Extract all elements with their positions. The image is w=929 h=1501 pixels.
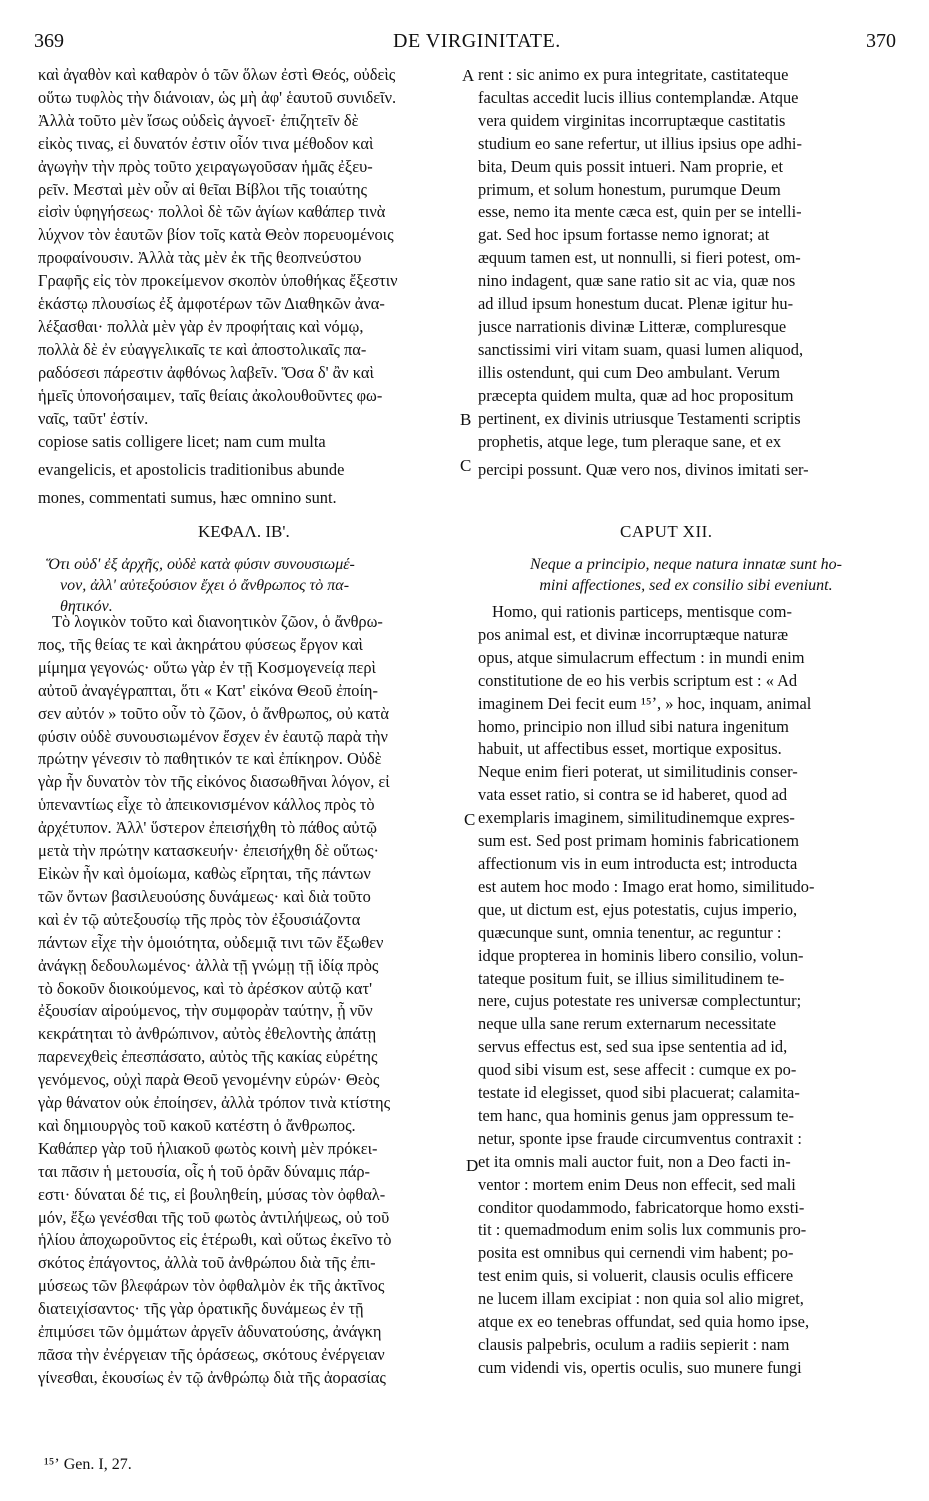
latin-top-line: studium eo sane refertur, ut illius ipsius ope adhi- bbox=[478, 133, 802, 153]
greek-body-line: ἀρχέτυπον. Ἀλλ' ὕστερον ἐπεισήχθη τὸ πάθος αὐτῷ bbox=[38, 818, 377, 838]
greek-body-line: γενόμενος, οὐχὶ παρὰ Θεοῦ γενομένην εὑρών· Θεὸς bbox=[38, 1070, 380, 1090]
latin-body-line: neque ulla sane rerum externarum necessitate bbox=[478, 1014, 777, 1034]
latin-body-line: tem hanc, qua hominis genus jam oppressum te- bbox=[478, 1105, 794, 1125]
latin-body-line: tit : quemadmodum enim solis lux communis pro- bbox=[478, 1220, 807, 1240]
latin-body-line: exemplaris imaginem, similitudinemque expres- bbox=[478, 808, 795, 828]
latin-body-line: constitutione de eo his verbis scriptum est : « Ad bbox=[478, 670, 798, 690]
page-header bbox=[28, 30, 896, 60]
greek-body-line: Τὸ λογικὸν τοῦτο καὶ διανοητικὸν ζῶον, ὁ ἄνθρω- bbox=[52, 612, 383, 631]
latin-body-line: ventor : mortem enim Deus non effecit, sed mali bbox=[478, 1174, 796, 1194]
greek-top-line: προφαίνουσιν. Ἀλλὰ τὰς μὲν ἐκ τῆς θεοπνεύστου bbox=[38, 248, 362, 268]
greek-top-line: Γραφῆς εἰς τὸν προκείμενον σκοπὸν ὑποθήκας ἔξεστιν bbox=[38, 271, 398, 291]
greek-body-line: Καθάπερ γὰρ τοῦ ἡλιακοῦ φωτὸς κοινὴ μὲν πρόκει- bbox=[38, 1138, 378, 1158]
footnote: ¹⁵ʼ Gen. I, 27. bbox=[44, 1456, 132, 1473]
running-title: DE VIRGINITATE. bbox=[393, 30, 561, 52]
latin-body-line: imaginem Dei fecit eum ¹⁵ʼ, » hoc, inquam, animal bbox=[478, 693, 812, 713]
merged-text-lines bbox=[38, 431, 891, 510]
latin-top-line: gat. Sed hoc ipsum fortasse nemo ignorat; at bbox=[478, 225, 770, 245]
greek-body-line: μύσεως τῶν βλεφάρων τὸν ὀφθαλμὸν ἐκ τῆς ἀκτῖνος bbox=[38, 1276, 385, 1296]
latin-chapter-title bbox=[482, 554, 890, 596]
margin-letter-c-low: C bbox=[464, 810, 476, 829]
greek-body-line: πάντων εἶχε τὴν ὁμοιότητα, οὐδεμιᾷ τινι τῶν ἔξωθεν bbox=[38, 932, 384, 952]
greek-body-line: παρενεχθεὶς ἐπεσπάσατο, αὐτὸς τῆς κακίας εὑρέτης bbox=[38, 1047, 378, 1067]
latin-body-line: Neque enim fieri poterat, ut similitudinis conser- bbox=[478, 762, 798, 782]
greek-body-line: πρώτην γένεσιν τὸ παθητικόν τε καὶ ἐπίκηρον. Οὐδὲ bbox=[38, 749, 382, 769]
latin-top-line: sanctissimi viri vitam suam, quasi lumen aliquod, bbox=[478, 339, 804, 359]
latin-body-line: pos animal est, et divinæ incorruptæque naturæ bbox=[478, 624, 789, 644]
latin-body-line: servus effectus est, sed sua ipse sententia ad id, bbox=[478, 1037, 788, 1057]
latin-top-line: æquum tamen est, ut nonnulli, si fieri potest, om- bbox=[478, 248, 801, 268]
greek-column-top bbox=[38, 64, 462, 431]
latin-body-line: habuit, ut affectibus esset, mortique expositus. bbox=[478, 739, 782, 759]
latin-top-line: jusce narrationis divinæ Litteræ, compluresque bbox=[478, 316, 787, 336]
greek-body-line: τὸ δοκοῦν διοικούμενος, καὶ τὸ ἀρέσκον αὐτῷ κατ' bbox=[38, 978, 373, 998]
latin-body-line: testate id elegisset, quod sibi placuerat; calamita- bbox=[478, 1083, 800, 1103]
latin-body-line: sum est. Sed post primam hominis fabricationem bbox=[478, 831, 799, 851]
greek-body-line: πος, τῆς θείας τε καὶ ἀκηράτου φύσεως ἔργον καὶ bbox=[38, 634, 363, 654]
page-number-right: 370 bbox=[866, 30, 896, 52]
greek-body-line: σκότος ἐπάγοντος, ἀλλὰ τοῦ ἀνθρώπου διὰ τῆς ἐπι- bbox=[38, 1253, 376, 1273]
latin-body-line: cum videndi vis, opertis oculis, suo munere fungi bbox=[478, 1357, 802, 1377]
greek-title-line: Ὅτι οὐδ' ἐξ ἀρχῆς, οὐδὲ κατὰ φύσιν συνουσιωμέ- bbox=[46, 556, 355, 573]
greek-top-line: ναῖς, ταῦτ' ἐστίν. bbox=[38, 408, 149, 428]
latin-body-line: quæcunque sunt, omnia tenentur, ac reguntur : bbox=[478, 922, 782, 942]
greek-top-line: πολλὰ δὲ ἐν εὐαγγελικαῖς τε καὶ ἀποστολικαῖς πα- bbox=[38, 339, 367, 359]
full-line: mones, commentati sumus, hæc omnino sunt. bbox=[38, 487, 337, 507]
greek-top-line: ἑκάστῳ πλουσίως ἐξ ἀμφοτέρων τῶν Διαθηκῶν ἀνα- bbox=[38, 294, 385, 314]
latin-top-line: bita, Deum quis possit intueri. Nam proprie, et bbox=[478, 156, 783, 176]
latin-body-line: conditor quodammodo, fabricatorque homo exsti- bbox=[478, 1197, 805, 1217]
greek-top-line: καὶ ἀγαθὸν καὶ καθαρὸν ὁ τῶν ὅλων ἐστὶ Θεός, οὐδεὶς bbox=[38, 65, 396, 84]
greek-body-line: καὶ δημιουργὸς τοῦ κακοῦ κατέστη ὁ ἄνθρωπος. bbox=[38, 1115, 356, 1135]
greek-title-line: νον, ἀλλ' αὐτεξούσιον ἔχει ὁ ἄνθρωπος τὸ πα- bbox=[60, 577, 350, 594]
greek-body-line: εστι· δύναται δέ τις, εἰ βουληθείη, μύσας τὸν ὀφθαλ- bbox=[38, 1184, 386, 1204]
greek-top-line: ρεῖν. Μεσταὶ μὲν οὖν αἱ θεῖαι Βίβλοι τῆς τοιαύτης bbox=[38, 179, 368, 199]
latin-top-line: primum, et solum honestum, purumque Deum bbox=[478, 179, 781, 199]
greek-body-line: γίνεσθαι, ἑκουσίως ἐν τῷ ἀνθρώπῳ διὰ τῆς ἀορασίας bbox=[38, 1367, 386, 1387]
latin-top-line: facultas accedit lucis illius contemplandæ. Atque bbox=[478, 87, 799, 107]
greek-body-line: μετὰ τὴν πρώτην κατασκευήν· ἐπεισήχθη δὲ οὕτως· bbox=[38, 841, 380, 861]
margin-letter-d: D bbox=[466, 1156, 479, 1175]
latin-top-line: præcepta quidem multa, quæ ad hoc propositum bbox=[478, 385, 794, 405]
latin-column-body bbox=[478, 601, 891, 1380]
latin-top-line: nino indagent, quæ sane ratio sit ac via, quæ nos bbox=[478, 271, 796, 291]
full-line: prophetis, atque lege, tum pleraque sane, et ex bbox=[478, 432, 782, 451]
latin-body-line: nere, cujus potestate res universæ complectuntur; bbox=[478, 991, 802, 1011]
latin-body-line: netur, sponte ipse fraude circumventus contraxit : bbox=[478, 1128, 802, 1148]
latin-top-line: ad illud ipsum honestum ducat. Plenæ igitur hu- bbox=[478, 294, 794, 314]
latin-top-line: esse, nemo ita mente cæca est, quin per se intelli- bbox=[478, 202, 802, 222]
greek-body-line: ἡλίου ἀποχωροῦντος εἰς ἑτέρωθι, καὶ οὕτως ἐκεῖνο τὸ bbox=[38, 1230, 392, 1250]
greek-body-line: καὶ ἐν τῷ αὐτεξουσίῳ τῆς πρὸς τὸν ἐξουσιάζοντα bbox=[38, 909, 361, 929]
latin-body-line: clausis palpebris, oculum a radiis sepierit : nam bbox=[478, 1335, 790, 1354]
greek-body-line: ἐξουσίαν αἱρούμενος, τὴν συμφορὰν ταύτην, ᾗ νῦν bbox=[38, 1001, 373, 1021]
greek-body-line: ὑπεναντίως εἶχε τὸ ἀπεικονισμένον κάλλος πρὸς τὸ bbox=[38, 795, 375, 815]
latin-body-line: posita est omnibus qui cernendi vim habent; po- bbox=[478, 1243, 794, 1263]
full-line: evangelicis, et apostolicis traditionibus abunde bbox=[38, 459, 345, 479]
margin-letter-a: A bbox=[462, 66, 475, 85]
latin-body-line: vata esset ratio, si contra se id haberet, quod ad bbox=[478, 785, 788, 805]
greek-top-line: ἡμεῖς ὑπονοήσαιμεν, ταῖς θείαις ἀκολουθοῦντες φω- bbox=[38, 385, 383, 405]
latin-top-line: pertinent, ex divinis utriusque Testamenti scriptis bbox=[478, 408, 801, 428]
greek-body-line: τῶν ὄντων βασιλευούσης δυνάμεως· καὶ διὰ τοῦτο bbox=[38, 886, 371, 906]
latin-body-line: atque ex eo tenebras offundat, sed quia homo ipse, bbox=[478, 1312, 810, 1332]
greek-body-line: διατειχίσαντος· τῆς γὰρ ὁρατικῆς δυνάμεως ἐν τῇ bbox=[38, 1299, 364, 1319]
latin-body-line: ne lucem illam excipiat : non quia sol alio migret, bbox=[478, 1289, 804, 1309]
greek-body-line: σεν αὐτόν » τοῦτο οὖν τὸ ζῶον, ὁ ἄνθρωπος, οὐ κατὰ bbox=[38, 703, 389, 723]
greek-top-line: ἀγωγὴν τὴν πρὸς τοῦτο χειραγωγοῦσαν ἡμᾶς ἐξευ- bbox=[38, 156, 373, 176]
greek-body-line: γὰρ ἦν δυνατὸν τὸν τῆς εἰκόνος διασωθῆναι λόγον, εἰ bbox=[38, 772, 390, 792]
latin-body-line: idque propterea in hominis libero consilio, volun- bbox=[478, 945, 804, 965]
greek-body-line: Εἰκὼν ἦν καὶ ὁμοίωμα, καθὼς εἴρηται, τῆς πάντων bbox=[38, 863, 371, 883]
greek-top-line: Ἀλλὰ τοῦτο μὲν ἴσως οὐδεὶς ἀγνοεῖ· ἐπιζητεῖν δὲ bbox=[38, 110, 359, 130]
full-line: copiose satis colligere licet; nam cum multa bbox=[38, 432, 326, 451]
greek-body-line: μόν, ἔξω γενέσθαι τῆς τοῦ φωτὸς ἀντιλήψεως, οὐ τοῦ bbox=[38, 1207, 390, 1227]
latin-chapter-heading: CAPUT XII. bbox=[620, 522, 713, 541]
greek-title-line: θητικόν. bbox=[60, 598, 113, 615]
latin-column-top bbox=[478, 64, 891, 431]
latin-body-line: quod sibi visum est, sese affecit : cumque ex po- bbox=[478, 1060, 797, 1080]
full-line: percipi possunt. Quæ vero nos, divinos imitati ser- bbox=[478, 459, 809, 479]
latin-top-line: vera quidem virginitas incorruptæque castitatis bbox=[478, 110, 786, 130]
latin-body-line: que, ut dictum est, ejus potestatis, cujus imperio, bbox=[478, 899, 798, 919]
greek-body-line: μίμημα γεγονώς· οὕτω γὰρ ἐν τῇ Κοσμογενείᾳ περὶ bbox=[38, 657, 376, 677]
greek-body-line: ἀνάγκῃ δεδουλωμένος· ἀλλὰ τῇ γνώμῃ τῇ ἰδίᾳ πρὸς bbox=[38, 955, 379, 975]
greek-body-line: κεκράτηται τὸ ἀνθρώπινον, αὐτὸς ἐθελοντὴς ἀπάτῃ bbox=[38, 1024, 377, 1044]
greek-body-line: ἐπιμύσει τῶν ὀμμάτων ἀργεῖν ἀδυνατούσης, ἀνάγκη bbox=[38, 1322, 382, 1342]
latin-body-line: affectionum vis in eum introducta est; introducta bbox=[478, 853, 798, 873]
latin-top-line: rent : sic animo ex pura integritate, castitateque bbox=[478, 65, 789, 84]
latin-body-line: tateque positum fuit, se illius similitudinem te- bbox=[478, 968, 785, 988]
greek-chapter-heading: ΚΕΦΑΛ. ΙΒ'. bbox=[198, 522, 290, 541]
latin-body-line: est autem hoc modo : Imago erat homo, similitudo- bbox=[478, 876, 815, 896]
margin-letter-c-mid: C bbox=[460, 456, 472, 475]
greek-chapter-title bbox=[46, 554, 456, 617]
greek-top-line: ραδόσεσι πάρεστιν ἀφθόνως λαβεῖν. Ὅσα δ' ἂν καὶ bbox=[38, 362, 374, 382]
greek-body-line: γὰρ θάνατον οὐκ ἐποίησεν, ἀλλὰ τρόπον τινὰ κτίστης bbox=[38, 1093, 391, 1113]
greek-top-line: λέξασθαι· πολλὰ μὲν γὰρ ἐν προφήταις καὶ νόμῳ, bbox=[38, 316, 364, 336]
page-number-left: 369 bbox=[34, 30, 64, 52]
latin-body-line: et ita omnis mali auctor fuit, non a Deo facti in- bbox=[478, 1151, 791, 1171]
greek-top-line: λύχνον τὸν ἑαυτῶν βίον τοῖς κατὰ Θεὸν πορευομένοις bbox=[38, 225, 394, 245]
latin-body-line: Homo, qui rationis particeps, mentisque com- bbox=[492, 602, 792, 621]
margin-letter-b: B bbox=[460, 410, 472, 429]
greek-body-line: αὐτοῦ ἀναγέγραπται, ὅτι « Κατ' εἰκόνα Θεοῦ ἐποίη- bbox=[38, 680, 378, 700]
latin-title-line: mini affectiones, sed ex consilio sibi eveniunt. bbox=[539, 577, 833, 594]
greek-column-body bbox=[38, 611, 462, 1390]
latin-body-line: opus, atque simulacrum effectum : in mundi enim bbox=[478, 647, 805, 667]
greek-top-line: εἰκὸς τινας, εἰ δυνατόν ἐστιν οἷόν τινα μέθοδον καὶ bbox=[38, 133, 374, 153]
greek-body-line: ται πᾶσιν ἡ μετουσία, οἷς ἡ τοῦ ὁρᾶν δύναμις πάρ- bbox=[38, 1161, 371, 1181]
latin-top-line: illis ostendunt, qui cum Deo ambulant. Verum bbox=[478, 362, 780, 382]
greek-body-line: πᾶσα τὴν ἐνέργειαν τῆς ὁράσεως, σκότους ἐνέργειαν bbox=[38, 1345, 385, 1364]
greek-body-line: φύσιν οὐδὲ συνουσιωμένον ἔσχεν ἐν ἑαυτῷ παρὰ τὴν bbox=[38, 726, 388, 746]
greek-top-line: εἰσὶν ὑφηγήσεως· πολλοὶ δὲ τῶν ἁγίων καθάπερ τινὰ bbox=[38, 202, 386, 222]
latin-body-line: test enim quis, si voluerit, clausis oculis efficere bbox=[478, 1266, 794, 1286]
latin-body-line: homo, principio non illud sibi natura ingenitum bbox=[478, 716, 789, 736]
latin-title-line: Neque a principio, neque natura innatæ sunt ho- bbox=[530, 556, 842, 573]
greek-top-line: οὕτω τυφλὸς τὴν διάνοιαν, ὡς μὴ ἀφ' ἑαυτοῦ συνιδεῖν. bbox=[38, 87, 397, 107]
